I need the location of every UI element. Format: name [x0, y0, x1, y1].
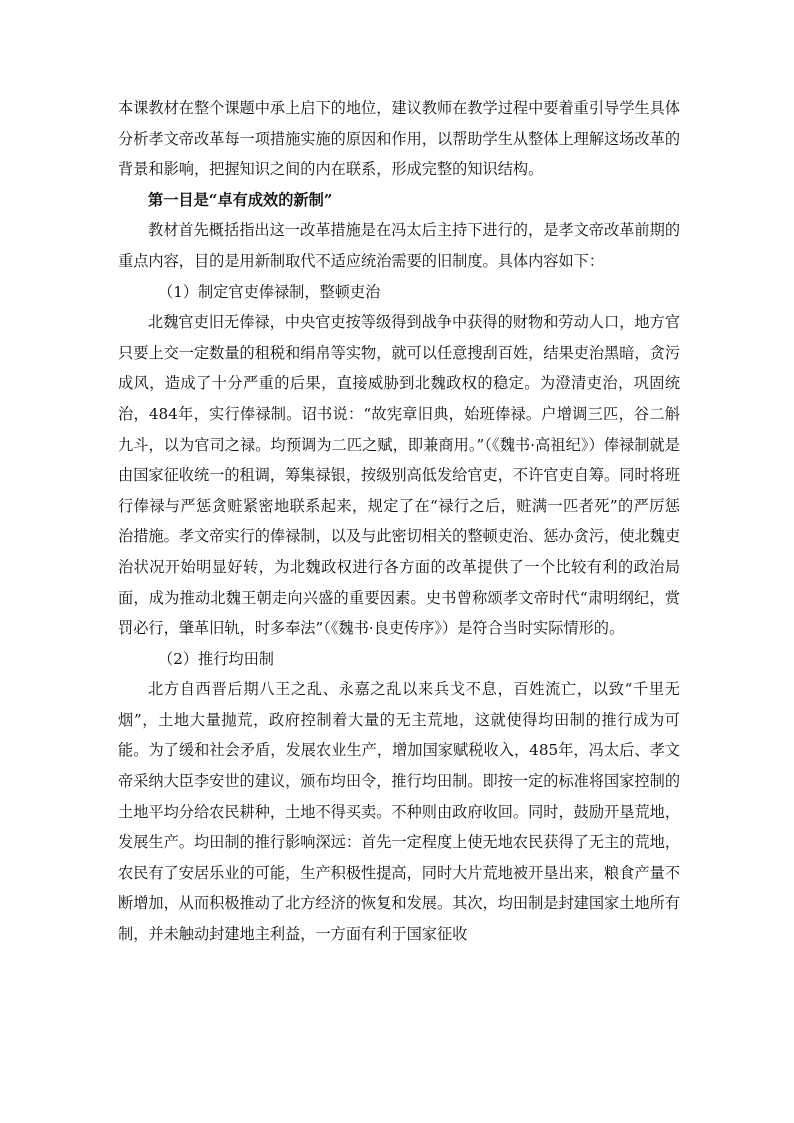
subheading-equal-field-system: （2）推行均田制	[158, 649, 274, 668]
equal-field-paragraph: 北方自西晋后期八王之乱、永嘉之乱以来兵戈不息，百姓流亡，以致“千里无烟”，土地大量抛荒，政府控制着大量的无主荒地，这就使得均田制的推行成为可能。为了缓和社会矛盾，发展农业生产，增加国家赋税收入，485年，冯太后、孝文帝采纳大臣李安世的建议，颁布均田令，推行均田制。即按一定的标准将国家控制的土地平均分给农民耕种，土地不得买卖。不种则由政府收回。同时，鼓励开垦荒地，发展生产。均田制的推行影响深远：首先一定程度上使无地农民获得了无主的荒地，农民有了安居乐业的可能，生产积极性提高，同时大片荒地被开垦出来，粮食产量不断增加，从而积极推动了北方经济的恢复和发展。其次，均田制是封建国家土地所有制，并未触动封建地主利益，一方面有利于国家征收	[118, 680, 680, 944]
intro-paragraph: 本课教材在整个课题中承上启下的地位，建议教师在教学过程中要着重引导学生具体分析孝文帝改革每一项措施实施的原因和作用，以帮助学生从整体上理解这场改革的背景和影响，把握知识之间的内在联系，形成完整的知识结构。	[118, 99, 680, 179]
overview-paragraph: 教材首先概括指出这一改革措施是在冯太后主持下进行的，是孝文帝改革前期的重点内容，目的是用新制取代不适应统治需要的旧制度。具体内容如下：	[118, 221, 680, 270]
subheading-salary-system: （1）制定官吏俸禄制，整顿吏治	[158, 282, 381, 301]
section-heading: 第一目是“卓有成效的新制”	[148, 190, 333, 209]
salary-system-paragraph: 北魏官吏旧无俸禄，中央官吏按等级得到战争中获得的财物和劳动人口，地方官只要上交一定数量的租税和绢帛等实物，就可以任意搜刮百姓，结果吏治黑暗，贪污成风，造成了十分严重的后果，直接威胁到北魏政权的稳定。为澄清吏治，巩固统治，484年，实行俸禄制。诏书说：“故宪章旧典，始班俸禄。户增调三匹，谷二斛九斗，以为官司之禄。均预调为二匹之赋，即兼商用。”（《魏书·高祖纪》）俸禄制就是由国家征收统一的租调，筹集禄银，按级别高低发给官吏，不许官吏自筹。同时将班行俸禄与严惩贪赃紧密地联系起来，规定了在“禄行之后，赃满一匹者死”的严厉惩治措施。孝文帝实行的俸禄制，以及与此密切相关的整顿吏治、惩办贪污，使北魏吏治状况开始明显好转，为北魏政权进行各方面的改革提供了一个比较有利的政治局面，成为推动北魏王朝走向兴盛的重要因素。史书曾称颂孝文帝时代“肃明纲纪，赏罚必行，肇革旧轨，时多奉法”（《魏书·良吏传序》）是符合当时实际情形的。	[118, 313, 680, 638]
